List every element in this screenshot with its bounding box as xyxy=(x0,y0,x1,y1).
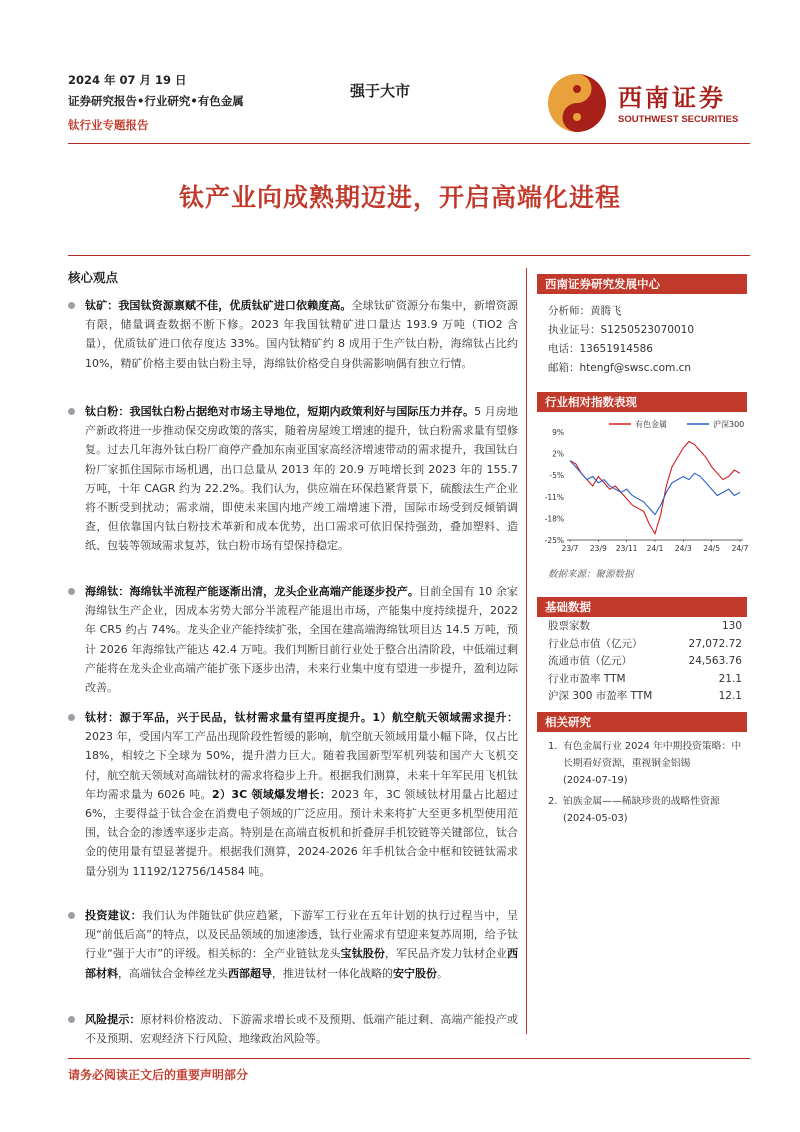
x-tick-label: 23/11 xyxy=(615,544,638,553)
bullet-risk-warning xyxy=(68,1010,518,1048)
x-tick-label: 24/7 xyxy=(731,544,749,553)
bullet-lead: 风险提示： xyxy=(85,1013,141,1026)
basic-data-heading: 基础数据 xyxy=(537,597,747,617)
license-line xyxy=(548,321,694,340)
series-line-0 xyxy=(570,442,740,534)
logo-text-en: SOUTHWEST SECURITIES xyxy=(618,114,739,125)
basic-data-key: 行业市盈率 TTM xyxy=(548,672,626,685)
x-tick-label: 24/1 xyxy=(646,544,664,553)
bullet-dot-icon xyxy=(68,1016,75,1023)
analyst-line xyxy=(548,302,622,321)
related-date: (2024-07-19) xyxy=(563,775,628,786)
bullet-lead-2: 2）3C 领域爆发增长： xyxy=(211,787,332,801)
bullet-body: 。 xyxy=(437,966,448,980)
email-link[interactable]: htengf@swsc.com.cn xyxy=(579,362,692,374)
related-research-item[interactable] xyxy=(548,793,744,827)
basic-data-key: 沪深 300 市盈率 TTM xyxy=(548,690,653,702)
bullet-dot-icon xyxy=(68,912,75,919)
bullet-sponge-titanium xyxy=(68,582,518,697)
stock-name: 宝钛股份 xyxy=(340,947,385,961)
basic-data-value: 21.1 xyxy=(718,672,742,685)
company-logo xyxy=(546,72,756,132)
related-title: 有色金属行业 2024 年中期投资策略：中长期看好资源，重视铜金铝锡 xyxy=(563,741,742,769)
rating: 强于大市 xyxy=(350,82,411,100)
related-date: (2024-05-03) xyxy=(563,813,628,824)
basic-data-table xyxy=(548,618,742,706)
bullet-body: 目前全国有 10 余家海绵钛生产企业，因成本劣势大部分半流程产能退出市场，产能集中度持续提升，2022 年 CR5 约占 74%。龙头企业产能持续扩张，全国在建高端海绵钛项目达 14.5 万吨，预计 2026 年海绵钛产能达 42.4 万吨。我们判断目前行业处于整合出清阶段，中低端过剩产能将在龙头企业高端产能扩张下逐步出清，未来行业集中度有望进一步提升，盈利边际改善。 xyxy=(85,585,518,695)
related-research-list xyxy=(548,738,744,831)
bullet-titanium-dioxide xyxy=(68,402,518,556)
basic-data-row xyxy=(548,636,742,654)
related-title: 铂族金属——稀缺珍贵的战略性资源 xyxy=(563,796,720,807)
column-divider xyxy=(526,268,527,1034)
related-index: 1. xyxy=(548,741,558,752)
performance-heading: 行业相对指数表现 xyxy=(537,392,747,412)
stock-name: 西部材料 xyxy=(85,947,518,980)
basic-data-value: 27,072.72 xyxy=(688,637,742,650)
header-divider xyxy=(68,143,750,144)
related-research-heading: 相关研究 xyxy=(537,712,747,732)
related-research-item[interactable] xyxy=(548,738,744,789)
analyst-label: 分析师： xyxy=(548,305,590,317)
bullet-titanium-ore xyxy=(68,296,518,373)
report-date: 2024 年 07 月 19 日 xyxy=(68,73,187,87)
footer-disclaimer: 请务必阅读正文后的重要声明部分 xyxy=(68,1068,249,1082)
bullet-body: 5 月房地产新政将进一步推动保交房政策的落实，随着房屋竣工增速的提升，钛白粉需求量有望修复。过去几年海外钛白粉厂商停产叠加东南亚国家高经济增速带动的需求提升，我国钛白粉厂家抓住国际市场机遇，出口总量从 2013 年的 20.9 万吨增长到 2023 年的 155.7 万吨，十年 CAGR 约为 22.2%。我们认为，供应端在环保趋紧背景下，硫酸法生产企业将不断受到扰动；需求端，即使未来国内地产竣工端增速下滑，国际市场受到反倾销调查，但依靠国内钛白粉技术革新和成本优势，出口需求可依旧保持强劲，叠加塑料、造纸、包装等领域需求复苏，钛白粉市场有望保持稳定。 xyxy=(85,405,519,553)
bullet-lead: 投资建议： xyxy=(85,909,143,922)
y-tick-label: -5% xyxy=(549,471,564,481)
basic-data-row xyxy=(548,688,742,706)
bullet-body: 2023 年，受国内军工产品出现阶段性暂缓的影响，航空航天领域用量小幅下降，仅占比 18%，相较之下全球为 50%，提升潜力巨大。随着我国新型军机列装和国产大飞机交付，航空航天领域对高端钛材的需求将稳步上升。根据我们测算，未来十年军民用飞机钛年均需求量为 6026 吨。 xyxy=(85,730,518,801)
bullet-investment-advice xyxy=(68,906,518,983)
analyst-name: 黄腾飞 xyxy=(590,305,622,317)
bullet-lead: 钛白粉：我国钛白粉占据绝对市场主导地位，短期内政策利好与国际压力并存。 xyxy=(85,405,475,418)
phone-number: 13651914586 xyxy=(579,343,653,355)
data-source: 数据来源：聚源数据 xyxy=(548,569,634,580)
bullet-titanium-material xyxy=(68,708,518,881)
y-tick-label: -18% xyxy=(544,514,564,524)
basic-data-value: 130 xyxy=(721,620,742,632)
research-center-heading: 西南证券研究发展中心 xyxy=(537,274,747,294)
bullet-dot-icon xyxy=(68,588,75,595)
bullet-body: 我们认为伴随钛矿供应趋紧，下游军工行业在五年计划的执行过程当中，呈现“前低后高”的特点，以及民品领域的加速渗透，钛行业需求有望迎来复苏周期，给予钛行业“强于大市”的评级。相关标的：全产业链钛龙头 xyxy=(85,909,519,961)
y-tick-label: -25% xyxy=(544,536,564,545)
bullet-body: ，推进钛材一体化战略的 xyxy=(272,966,393,980)
x-tick-label: 24/3 xyxy=(674,544,692,553)
basic-data-key: 股票家数 xyxy=(548,620,590,632)
basic-data-row xyxy=(548,671,742,689)
relative-index-chart xyxy=(537,416,749,556)
stock-name: 安宁股份 xyxy=(393,966,437,980)
phone-label: 电话： xyxy=(548,343,580,355)
report-type: 证券研究报告•行业研究•有色金属 xyxy=(68,94,244,108)
bullet-body-2: 2023 年，3C 领域钛材用量占比超过 6%，主要得益于钛合金在消费电子领域的广泛应用。预计未来将扩大至更多机型使用范围，钛合金的渗透率逐步走高。特别是在高端直板机和折叠屏手机铰链等关键部位，钛合金的使用量有望显著提升。根据我们测算，2024-2026 年手机钛合金中框和铰链钛需求量分别为 11192/12756/14584 吨。 xyxy=(85,787,518,878)
email-line xyxy=(548,359,691,378)
footer-divider xyxy=(68,1058,750,1059)
x-tick-label: 23/9 xyxy=(589,544,607,553)
basic-data-row xyxy=(548,618,742,636)
related-index: 2. xyxy=(548,796,558,807)
email-label: 邮箱： xyxy=(548,362,580,374)
phone-line xyxy=(548,340,653,359)
basic-data-value: 12.1 xyxy=(718,690,742,702)
bullet-lead: 钛材：源于军品，兴于民品，钛材需求量有望再度提升。1）航空航天领域需求提升： xyxy=(85,711,518,724)
bullet-lead: 海绵钛：海绵钛半流程产能逐渐出清，龙头企业高端产能逐步投产。 xyxy=(85,585,419,598)
bullet-body: 全球钛矿资源分布集中，新增资源有限，储量调查数据不断下修。2023 年我国钛精矿进口量达 193.9 万吨（TiO2 含量），优质钛矿进口依存度达 33%。国内钛精矿约 8 成用于生产钛白粉，海绵钛占比约 10%，精矿价格主要由钛白粉主导，海绵钛价格受自身供需影响偶有独立行情。 xyxy=(85,299,519,370)
title-divider xyxy=(68,255,750,256)
x-tick-label: 23/7 xyxy=(561,544,579,553)
bullet-body: ，军民品齐发力钛材企业 xyxy=(384,947,507,961)
logo-text-cn: 西南证券 xyxy=(618,83,726,112)
license-number: S1250523070010 xyxy=(600,324,695,336)
basic-data-key: 流通市值（亿元） xyxy=(548,655,632,667)
bullet-dot-icon xyxy=(68,714,75,721)
x-tick-label: 24/5 xyxy=(703,544,721,553)
legend-label: 有色金属 xyxy=(635,420,667,429)
series-line-1 xyxy=(570,461,740,515)
y-tick-label: 2% xyxy=(552,449,564,459)
bullet-body: 原材料价格波动、下游需求增长或不及预期、低端产能过剩、高端产能投产或不及预期、宏观经济下行风险、地缘政治风险等。 xyxy=(85,1013,519,1046)
y-tick-label: -11% xyxy=(544,492,564,502)
legend-label: 沪深300 xyxy=(713,420,745,429)
page-title: 钛产业向成熟期迈进，开启高端化进程 xyxy=(178,183,621,212)
stock-name: 西部超导 xyxy=(228,966,272,980)
basic-data-value: 24,563.76 xyxy=(688,655,742,667)
basic-data-row xyxy=(548,653,742,671)
report-subtype: 钛行业专题报告 xyxy=(68,118,149,132)
core-heading: 核心观点 xyxy=(68,270,119,285)
bullet-dot-icon xyxy=(68,408,75,415)
bullet-lead: 钛矿：我国钛资源禀赋不佳，优质钛矿进口依赖度高。 xyxy=(85,299,352,312)
bullet-body: ，高端钛合金棒丝龙头 xyxy=(118,966,228,980)
bullet-dot-icon xyxy=(68,302,75,309)
y-tick-label: 9% xyxy=(552,428,564,437)
license-label: 执业证号： xyxy=(548,324,601,336)
basic-data-key: 行业总市值（亿元） xyxy=(548,637,643,650)
logo-mark-icon xyxy=(546,72,608,134)
